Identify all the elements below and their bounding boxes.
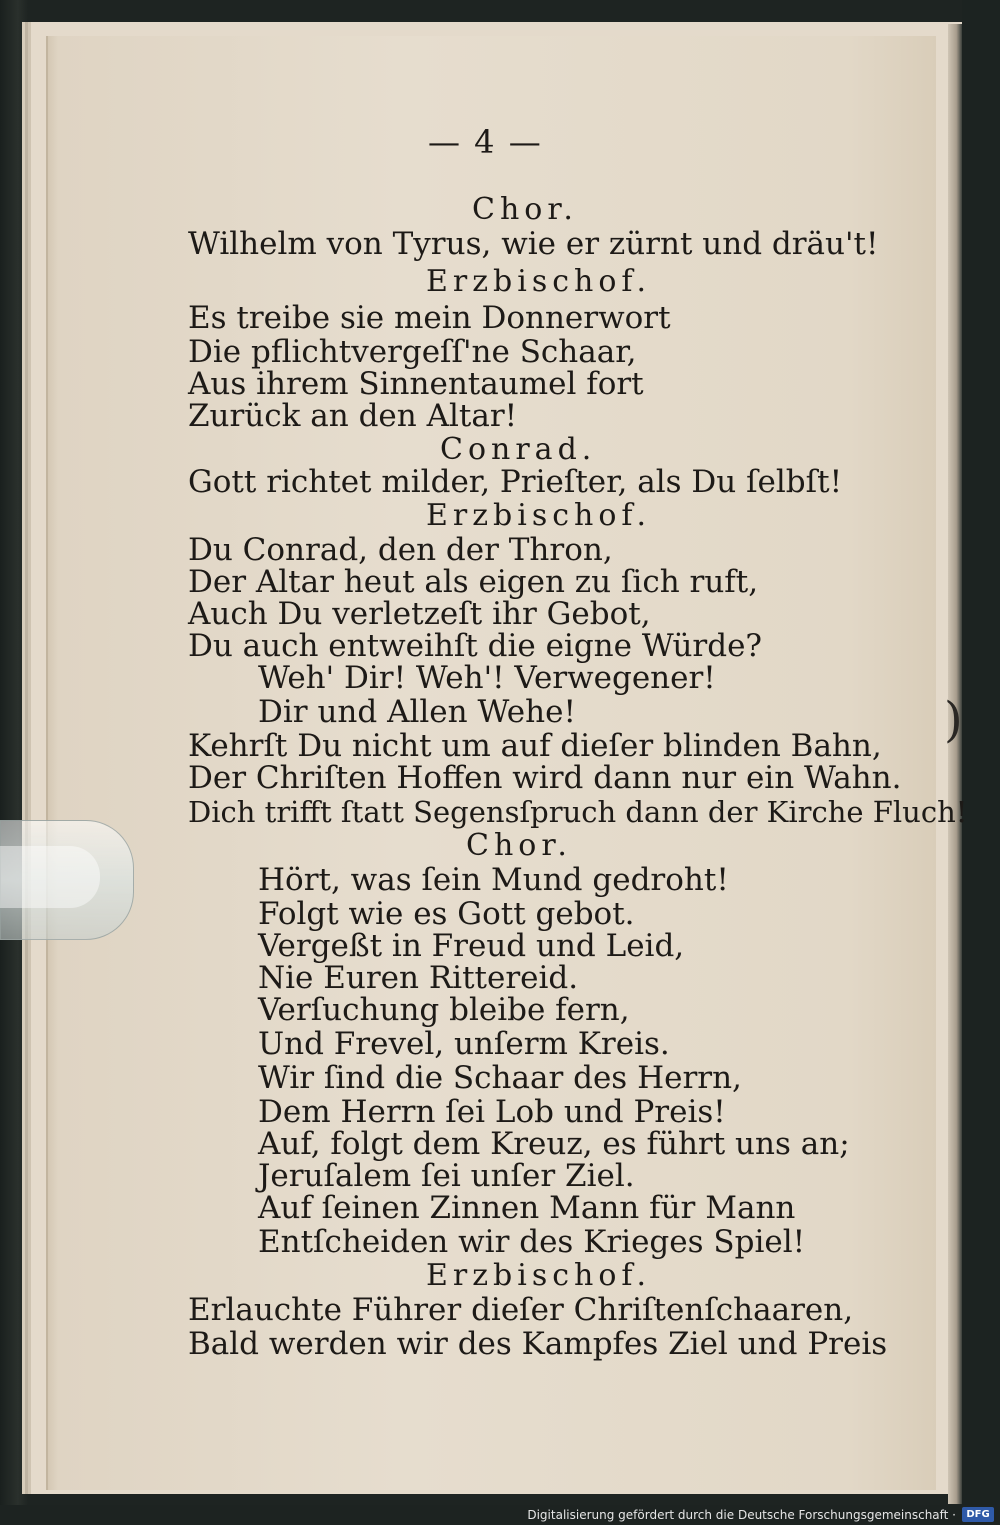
funding-credit: Digitalisierung gefördert durch die Deutsche Forschungsgemeinschaft · [527, 1508, 956, 1522]
page-number: — 4 — [428, 123, 543, 161]
verse-line: Nie Euren Rittereid. [258, 960, 579, 996]
verse-line: Hört, was ſein Mund gedroht! [258, 862, 729, 898]
verse-line: Du Conrad, den der Thron, [188, 532, 613, 568]
verse-line: Der Chriſten Hoffen wird dann nur ein Wahn. [188, 760, 902, 796]
verse-line: Aus ihrem Sinnentaumel fort [188, 366, 644, 402]
verse-line: Kehrſt Du nicht um auf dieſer blinden Bahn, [188, 728, 882, 764]
speaker-heading: Erzbischof. [426, 498, 651, 533]
speaker-heading: Chor. [472, 192, 578, 227]
verse-line: Wilhelm von Tyrus, wie er zürnt und dräu't! [188, 226, 879, 262]
verse-line: Erlauchte Führer dieſer Chriſtenſchaaren, [188, 1292, 854, 1328]
speaker-heading: Conrad. [440, 432, 597, 467]
verse-line: Jeruſalem ſei unſer Ziel. [258, 1158, 635, 1194]
verse-line: Vergeßt in Freud und Leid, [258, 928, 685, 964]
verse-line: Auf ſeinen Zinnen Mann für Mann [258, 1190, 796, 1226]
verse-line: Du auch entweihſt die eigne Würde? [188, 628, 763, 664]
verse-line: Wir ſind die Schaar des Herrn, [258, 1060, 742, 1096]
verse-line: Verſuchung bleibe fern, [258, 992, 630, 1028]
footer-bar [0, 1505, 1000, 1525]
verse-line: Der Altar heut als eigen zu ſich ruft, [188, 564, 759, 600]
verse-line: Dir und Allen Wehe! [258, 694, 576, 730]
verse-line: Weh' Dir! Weh'! Verwegener! [258, 660, 716, 696]
speaker-heading: Erzbischof. [426, 264, 651, 299]
dfg-logo: DFG [962, 1507, 994, 1522]
verse-line: Auch Du verletzeſt ihr Gebot, [188, 596, 651, 632]
verse-line: Gott richtet milder, Prieſter, als Du ſelbſt! [188, 464, 843, 500]
verse-line: Dem Herrn ſei Lob und Preis! [258, 1094, 726, 1130]
speaker-heading: Chor. [466, 828, 572, 863]
verse-line: Es treibe sie mein Donnerwort [188, 300, 671, 336]
verse-line: Auf, folgt dem Kreuz, es führt uns an; [258, 1126, 850, 1162]
verse-line: Und Frevel, unſerm Kreis. [258, 1026, 670, 1062]
speaker-heading: Erzbischof. [426, 1258, 651, 1293]
verse-line: Dich trifft ſtatt Segensſpruch dann der Kirche Fluch! [188, 795, 968, 829]
verse-line: Folgt wie es Gott gebot. [258, 896, 635, 932]
verse-line: Entſcheiden wir des Krieges Spiel! [258, 1224, 806, 1260]
verse-line: Bald werden wir des Kampfes Ziel und Preis [188, 1326, 888, 1362]
facing-page-bracket: ) [944, 692, 963, 748]
verse-line: Zurück an den Altar! [188, 398, 518, 434]
verse-line: Die pflichtvergeſſ'ne Schaar, [188, 334, 637, 370]
